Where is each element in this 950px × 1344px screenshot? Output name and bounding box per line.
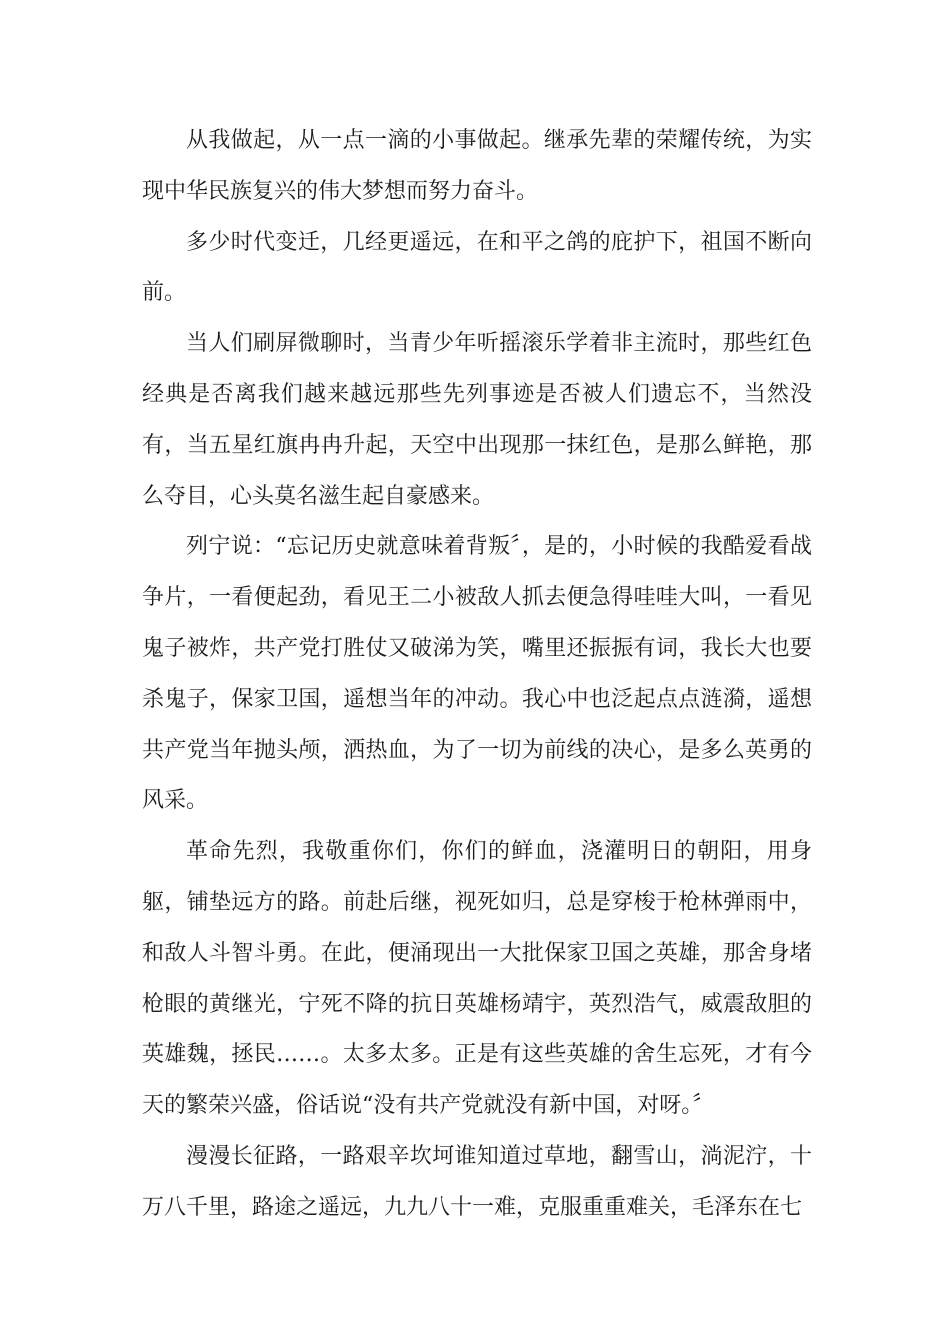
essay-body xyxy=(142,116,812,1234)
paragraph-3: 当人们刷屏微聊时，当青少年听摇滚乐学着非主流时，那些红色经典是否离我们越来越远那些先列事迹是否被人们遗忘不，当然没有，当五星红旗冉冉升起，天空中出现那一抹红色，是那么鲜艳，那么夺目，心头莫名滋生起自豪感来。 xyxy=(142,331,812,509)
paragraph-1: 从我做起，从一点一滴的小事做起。继承先辈的荣耀传统，为实现中华民族复兴的伟大梦想而努力奋斗。 xyxy=(142,128,812,204)
paragraph-5: 革命先烈，我敬重你们，你们的鲜血，浇灌明日的朝阳，用身躯，铺垫远方的路。前赴后继，视死如归，总是穿梭于枪林弹雨中，和敌人斗智斗勇。在此，便涌现出一大批保家卫国之英雄，那舍身堵枪眼的黄继光，宁死不降的抗日英雄杨靖宇，英烈浩气，威震敌胆的英雄魏，拯民……。太多太多。正是有这些英雄的舍生忘死，才有今天的繁荣兴盛，俗话说“没有共产党就没有新中国，对呀。〞 xyxy=(142,839,812,1119)
paragraph-2: 多少时代变迁，几经更遥远，在和平之鸽的庇护下，祖国不断向前。 xyxy=(142,229,812,306)
paragraph-4: 列宁说：“忘记历史就意味着背叛〞，是的，小时候的我酷爱看战争片，一看便起劲，看见王二小被敌人抓去便急得哇哇大叫，一看见鬼子被炸，共产党打胜仗又破涕为笑，嘴里还振振有词，我长大也要杀鬼子，保家卫国，遥想当年的冲动。我心中也泛起点点涟漪，遥想共产党当年抛头颅，洒热血，为了一切为前线的决心，是多么英勇的风采。 xyxy=(142,534,812,814)
paragraph-6: 漫漫长征路，一路艰辛坎坷谁知道过草地，翻雪山，淌泥泞，十万八千里，路途之遥远，九九八十一难，克服重重难关，毛泽东在七 xyxy=(142,1143,812,1220)
